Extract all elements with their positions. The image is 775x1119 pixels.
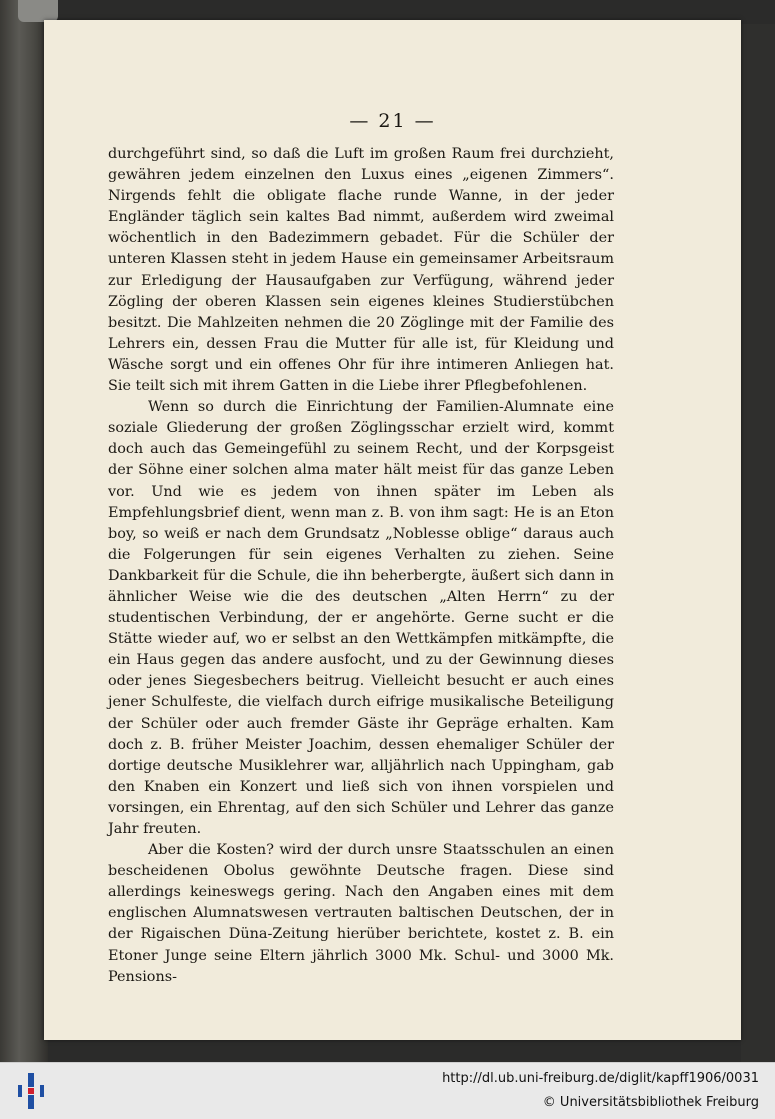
viewer-footer (0, 1062, 775, 1119)
permalink-url[interactable]: http://dl.ub.uni-freiburg.de/diglit/kapff1906/0031 (442, 1071, 759, 1086)
book-page (44, 20, 741, 1040)
copyright-notice: © Universitätsbibliothek Freiburg (542, 1095, 759, 1110)
paragraph-1: durchgeführt sind, so daß die Luft im großen Raum frei durchzieht, gewähren jedem einzelnen den Luxus eines „eigenen Zimmers“. Nirgends fehlt die obligate flache runde Wanne, in der jeder Engländer täglich sein kaltes Bad nimmt, außerdem wird zweimal wöchentlich in den Badezimmern gebadet. Für die Schüler der unteren Klassen steht in jedem Hause ein gemeinsamer Arbeitsraum zur Erledigung der Hausaufgaben zur Verfügung, während jeder Zögling der oberen Klassen sein eigenes kleines Studierstübchen besitzt. Die Mahlzeiten nehmen die 20 Zöglinge mit der Familie des Lehrers ein, dessen Frau die Mutter für alle ist, für Kleidung und Wäsche sorgt und ein offenes Ohr für ihre intimeren Anliegen hat. Sie teilt sich mit ihrem Gatten in die Liebe ihrer Pflegbefohlenen. (108, 146, 614, 395)
book-spine (0, 0, 48, 1062)
page-edge-shadow (741, 24, 775, 1064)
bookmark-tab (18, 0, 58, 22)
paragraph-2: Wenn so durch die Einrichtung der Familien-Alumnate eine soziale Gliederung der großen Zöglingsschar erzielt wird, kommt doch auch das Gemeingefühl zu seinem Recht, und der Korpsgeist der Söhne einer solchen alma mater hält meist für das ganze Leben vor. Und wie es jedem von ihnen später im Leben als Empfehlungsbrief dient, wenn man z. B. von ihm sagt: He is an Eton boy, so weiß er nach dem Grundsatz „Noblesse oblige“ daraus auch die Folgerungen für sein eigenes Verhalten zu ziehen. Seine Dankbarkeit für die Schule, die ihn beherbergte, äußert sich dann in ähnlicher Weise wie die des deutschen „Alten Herrn“ zu der studentischen Verbindung, der er angehörte. Gerne sucht er die Stätte wieder auf, wo er selbst an den Wettkämpfen mitkämpfte, die ein Haus gegen das andere ausfocht, und zu der Gewinnung dieses oder jenes Siegesbechers beitrug. Vielleicht besucht er auch eines jener Schulfeste, die vielfach durch eifrige musikalische Beteiligung der Schüler oder auch fremder Gäste ihr Gepräge erhalten. Kam doch z. B. früher Meister Joachim, dessen ehemaliger Schüler der dortige deutsche Musiklehrer war, alljährlich nach Uppingham, gab den Knaben ein Konzert und ließ sich von ihnen vorspielen und vorsingen, ein Ehrentag, auf den sich Schüler und Lehrer das ganze Jahr freuten. (108, 399, 614, 837)
university-library-logo-icon (12, 1071, 52, 1111)
page-text (108, 144, 614, 988)
page-number: — 21 — (349, 110, 436, 132)
paragraph-3: Aber die Kosten? wird der durch unsre Staatsschulen an einen bescheidenen Obolus gewöhnte Deutsche fragen. Diese sind allerdings keineswegs gering. Nach den Angaben eines mit dem englischen Alumnatswesen vertrauten baltischen Deutschen, der in der Rigaischen Düna-Zeitung hierüber berichtete, kostet z. B. ein Etoner Junge seine Eltern jährlich 3000 Mk. Schul- und 3000 Mk. Pensions- (108, 842, 614, 985)
